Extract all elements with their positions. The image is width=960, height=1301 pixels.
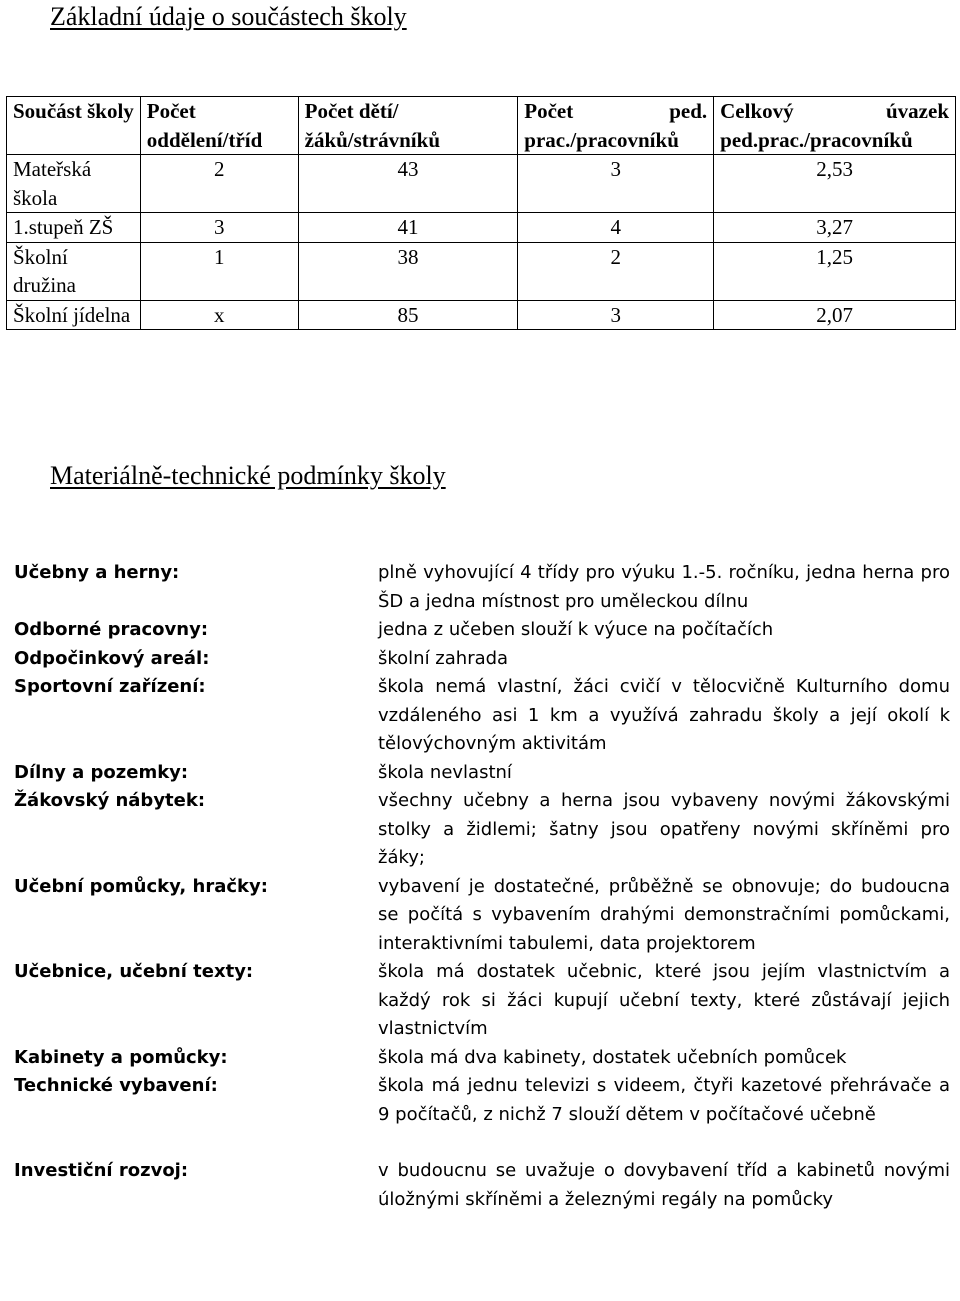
table-row (7, 242, 956, 300)
item-value: škola nemá vlastní, žáci cvičí v tělocvičně Kulturního domu vzdáleného asi 1 km a využívá zahradu školy a její okolí k tělovýchovným aktivitám (378, 676, 950, 754)
item-value: škola nevlastní (378, 761, 512, 783)
row-name: Školní jídelna (7, 300, 141, 330)
header-classes: Počet oddělení/tříd (140, 97, 298, 155)
row-classes: 2 (140, 155, 298, 213)
table-row (7, 155, 956, 213)
item-label: Dílny a pozemky: (14, 761, 189, 783)
list-item (14, 873, 950, 959)
item-label: Učební pomůcky, hračky: (14, 875, 268, 897)
table-row (7, 213, 956, 243)
item-value: jedna z učeben slouží k výuce na počítačích (378, 619, 774, 640)
list-item (14, 559, 950, 616)
row-load: 1,25 (714, 242, 956, 300)
item-label: Žákovský nábytek: (14, 790, 206, 811)
school-parts-table (6, 96, 956, 330)
row-staff: 3 (518, 300, 714, 330)
conditions-list (14, 559, 950, 1214)
row-load: 2,07 (714, 300, 956, 330)
item-value: škola má dostatek učebnic, které jsou jejím vlastnictvím a každý rok si žáci kupují učební texty, které zůstávají jejich vlastnictvím (378, 961, 950, 1039)
list-item (14, 1072, 950, 1129)
item-label: Odborné pracovny: (14, 619, 209, 640)
table-row (7, 300, 956, 330)
item-label: Technické vybavení: (14, 1075, 218, 1096)
item-label: Odpočinkový areál: (14, 647, 210, 669)
list-item (14, 1157, 950, 1214)
row-classes: x (140, 300, 298, 330)
section-title-material-conditions: Materiálně-technické podmínky školy (50, 461, 446, 490)
item-value: plně vyhovující 4 třídy pro výuku 1.-5. ročníku, jedna herna pro ŠD a jedna místnost pro uměleckou dílnu (378, 562, 950, 612)
list-item (14, 645, 950, 674)
row-name: 1.stupeň ZŠ (7, 213, 141, 243)
item-value: v budoucnu se uvažuje o dovybavení tříd a kabinetů novými úložnými skříněmi a železnými regály na pomůcky (378, 1160, 950, 1210)
row-classes: 3 (140, 213, 298, 243)
item-value: všechny učebny a herna jsou vybaveny novými žákovskými stolky a židlemi; šatny jsou opatřeny novými skříněmi pro žáky; (378, 790, 950, 868)
row-classes: 1 (140, 242, 298, 300)
item-value: škola má dva kabinety, dostatek učebních pomůcek (378, 1046, 847, 1068)
item-label: Sportovní zařízení: (14, 676, 206, 697)
row-staff: 3 (518, 155, 714, 213)
item-label: Učebnice, učební texty: (14, 961, 254, 982)
row-children: 43 (298, 155, 518, 213)
row-name: Školní družina (7, 242, 141, 300)
row-children: 41 (298, 213, 518, 243)
header-staff: Počet ped. prac./pracovníků (518, 97, 714, 155)
row-staff: 4 (518, 213, 714, 243)
item-label: Učebny a herny: (14, 562, 180, 583)
item-value: vybavení je dostatečné, průběžně se obnovuje; do budoucna se počítá s vybavením drahými demonstračními pomůckami, interaktivními tabulemi, data projektorem (378, 875, 950, 954)
header-children: Počet dětí/žáků/strávníků (298, 97, 518, 155)
item-label: Investiční rozvoj: (14, 1160, 189, 1181)
list-item (14, 958, 950, 1044)
row-children: 85 (298, 300, 518, 330)
row-load: 3,27 (714, 213, 956, 243)
header-part: Součást školy (7, 97, 141, 155)
list-item (14, 1044, 950, 1073)
list-item (14, 759, 950, 788)
row-name: Mateřská škola (7, 155, 141, 213)
header-load: Celkový úvazek ped.prac./pracovníků (714, 97, 956, 155)
list-item (14, 616, 950, 645)
row-load: 2,53 (714, 155, 956, 213)
section-title-basic-data: Základní údaje o součástech školy (50, 2, 407, 31)
list-item (14, 787, 950, 873)
item-label: Kabinety a pomůcky: (14, 1046, 228, 1068)
row-staff: 2 (518, 242, 714, 300)
item-value: školní zahrada (378, 647, 509, 669)
item-value: škola má jednu televizi s videem, čtyři kazetové přehrávače a 9 počítačů, z nichž 7 slouží dětem v počítačové učebně (378, 1075, 950, 1125)
table-header-row (7, 97, 956, 155)
row-children: 38 (298, 242, 518, 300)
list-item (14, 673, 950, 759)
